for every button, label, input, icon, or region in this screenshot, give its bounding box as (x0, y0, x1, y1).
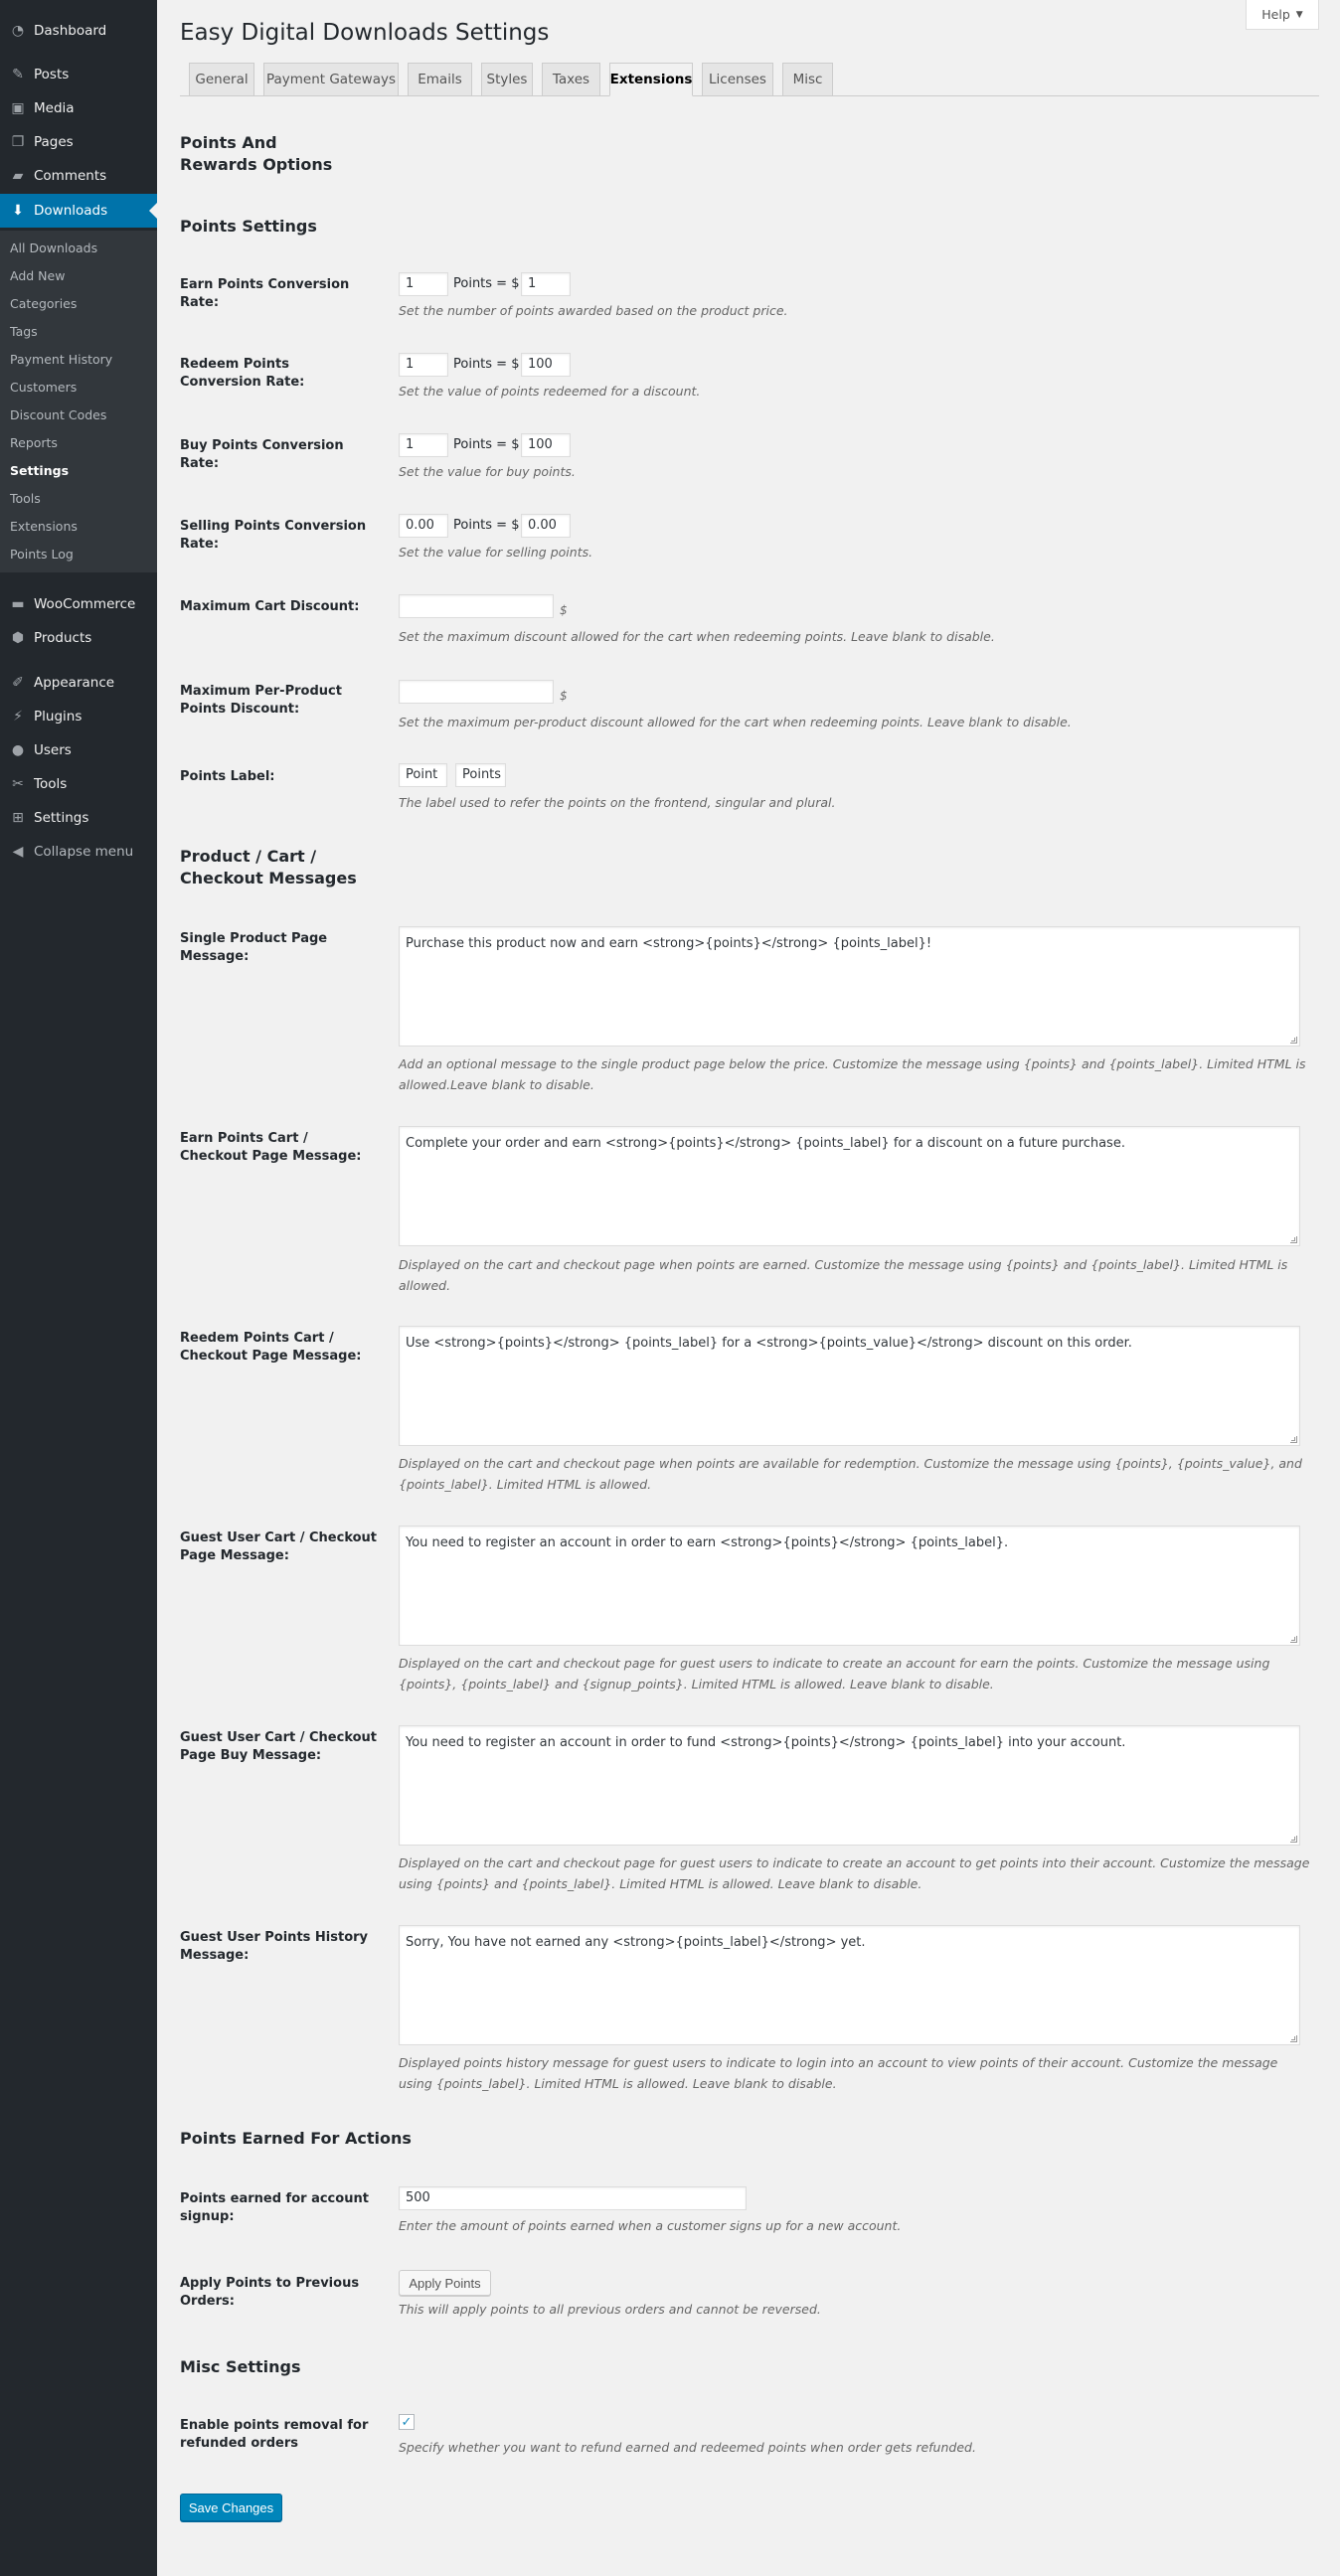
textarea-value: Use <strong>{points}</strong> {points_label} for a <strong>{points_value}</strong> discount on this order. (406, 1336, 1132, 1351)
apply-previous-label: Apply Points to Previous Orders: (180, 2276, 360, 2309)
redeem-points-message-desc: Displayed on the cart and checkout page when points are available for redemption. Customize the message using {points}, {points_value}, and {points_label}. Limited HTML is allowed. (399, 1456, 1302, 1492)
pages-icon: ❐ (11, 134, 25, 150)
tab-extensions[interactable]: Extensions (609, 63, 693, 96)
submenu-categories[interactable]: Categories (10, 296, 78, 311)
collapse-icon: ◀ (12, 844, 24, 860)
refund-removal-checkbox[interactable] (399, 2414, 415, 2430)
menu-label: Media (34, 100, 75, 116)
section-title-points-settings: Points Settings (180, 217, 317, 236)
admin-sidebar (0, 0, 157, 2576)
max-product-desc: Set the maximum per-product discount allowed for the cart when redeeming points. Leave blank to disable. (399, 715, 1072, 729)
submenu-tools[interactable]: Tools (10, 491, 41, 506)
guest-buy-message-textarea[interactable] (399, 1725, 1300, 1846)
dashboard-icon: ◔ (11, 23, 25, 39)
tab-misc[interactable]: Misc (782, 63, 833, 96)
guest-history-message-label: Guest User Points History Message: (180, 1930, 369, 1963)
menu-item-media[interactable] (0, 91, 157, 125)
apply-previous-desc: This will apply points to all previous orders and cannot be reversed. (399, 2302, 821, 2317)
products-icon: ⬢ (11, 630, 25, 646)
signup-points-input[interactable]: 500 (399, 2186, 747, 2210)
menu-label: Posts (34, 67, 70, 82)
guest-history-message-desc: Displayed points history message for guest users to indicate to login into an account to view points of their account. Customize the message using {points_label}. Limited HTML is allowed. Leave blank to disable. (399, 2055, 1278, 2091)
resize-handle-icon[interactable] (1290, 1037, 1297, 1044)
guest-buy-message-label: Guest User Cart / Checkout Page Buy Message: (180, 1730, 378, 1763)
max-cart-input[interactable] (399, 594, 554, 618)
buy-rate-label: Buy Points Conversion Rate: (180, 438, 344, 471)
guest-message-label: Guest User Cart / Checkout Page Message: (180, 1530, 378, 1563)
submenu-extensions[interactable]: Extensions (10, 519, 78, 534)
buy-rate-desc: Set the value for buy points. (399, 464, 576, 479)
submenu-settings[interactable]: Settings (10, 463, 70, 478)
settings-icon: ⊞ (12, 810, 24, 826)
checkmark-icon: ✓ (401, 2414, 413, 2430)
points-label-desc: The label used to refer the points on the frontend, singular and plural. (399, 795, 836, 810)
menu-label: Plugins (34, 709, 83, 724)
buy-points-input[interactable]: 1 (399, 433, 448, 457)
textarea-value: Complete your order and earn <strong>{points}</strong> {points_label} for a discount on a future purchase. (406, 1136, 1125, 1151)
page-title: Easy Digital Downloads Settings (180, 20, 550, 46)
resize-handle-icon[interactable] (1290, 1636, 1297, 1643)
submenu-points-log[interactable]: Points Log (10, 547, 74, 562)
max-product-label: Maximum Per-Product Points Discount: (180, 684, 342, 717)
menu-item-appearance[interactable] (0, 666, 157, 700)
menu-label: Pages (34, 134, 74, 150)
resize-handle-icon[interactable] (1290, 1836, 1297, 1843)
single-product-message-textarea[interactable] (399, 926, 1300, 1046)
tab-emails[interactable]: Emails (408, 63, 472, 96)
max-cart-label: Maximum Cart Discount: (180, 599, 360, 614)
earn-rate-desc: Set the number of points awarded based on the product price. (399, 303, 788, 318)
menu-item-dashboard[interactable] (0, 14, 157, 48)
buy-amount-input[interactable]: 100 (521, 433, 571, 457)
submenu-tags[interactable]: Tags (10, 324, 38, 339)
single-product-message-desc: Add an optional message to the single product page below the price. Customize the message using {points} and {points_label}. Limited HTML is allowed.Leave blank to disable. (399, 1056, 1306, 1092)
appearance-icon: ✐ (12, 675, 24, 691)
points-label-plural-input[interactable]: Points (455, 763, 506, 787)
chevron-down-icon: ▼ (1295, 9, 1303, 20)
help-label: Help (1261, 7, 1290, 22)
guest-buy-message-desc: Displayed on the cart and checkout page for guest users to indicate to create an account to get points into their account. Customize the message using {points} and {points_label}. Limited HTML is allowed. Leave blank to disable. (399, 1855, 1310, 1891)
signup-points-label: Points earned for account signup: (180, 2191, 369, 2224)
currency-symbol: $ (560, 689, 568, 703)
selling-rate-label: Selling Points Conversion Rate: (180, 519, 367, 552)
max-cart-desc: Set the maximum discount allowed for the cart when redeeming points. Leave blank to disable. (399, 629, 995, 644)
section-title-options: Points And Rewards Options (180, 133, 333, 174)
menu-label: Tools (34, 776, 68, 792)
submenu-all-downloads[interactable]: All Downloads (10, 241, 98, 255)
redeem-points-input[interactable]: 1 (399, 353, 448, 377)
textarea-value: Sorry, You have not earned any <strong>{points_label}</strong> yet. (406, 1935, 866, 1950)
collapse-menu-button[interactable] (0, 835, 157, 869)
menu-item-plugins[interactable] (0, 700, 157, 733)
menu-label: Products (34, 630, 92, 646)
resize-handle-icon[interactable] (1290, 1236, 1297, 1243)
section-title-misc: Misc Settings (180, 2357, 301, 2376)
submenu-reports[interactable]: Reports (10, 435, 58, 450)
menu-label: Appearance (34, 675, 115, 691)
refund-removal-label: Enable points removal for refunded orders (180, 2418, 369, 2451)
textarea-value: You need to register an account in order to fund <strong>{points}</strong> {points_label} into your account. (406, 1735, 1126, 1750)
earn-points-message-textarea[interactable] (399, 1126, 1300, 1246)
comments-icon: ▰ (12, 168, 24, 184)
earn-rate-label: Earn Points Conversion Rate: (180, 277, 350, 310)
selling-points-input[interactable]: 0.00 (399, 514, 448, 538)
menu-label: Collapse menu (34, 844, 134, 860)
buy-rate-mid: Points = $ (453, 437, 520, 452)
menu-label: Comments (34, 168, 107, 184)
menu-item-tools[interactable] (0, 767, 157, 801)
earn-points-input[interactable]: 1 (399, 272, 448, 296)
refund-removal-desc: Specify whether you want to refund earned and redeemed points when order gets refunded. (399, 2440, 976, 2455)
menu-item-posts[interactable] (0, 58, 157, 91)
submenu-discount-codes[interactable]: Discount Codes (10, 407, 107, 422)
single-product-message-label: Single Product Page Message: (180, 931, 328, 964)
guest-history-message-textarea[interactable] (399, 1925, 1300, 2045)
tab-general[interactable]: General (189, 63, 254, 96)
tab-taxes[interactable]: Taxes (542, 63, 600, 96)
apply-points-button[interactable]: Apply Points (399, 2270, 491, 2296)
redeem-points-message-label: Reedem Points Cart / Checkout Page Message: (180, 1331, 362, 1364)
selling-rate-desc: Set the value for selling points. (399, 545, 593, 560)
guest-message-desc: Displayed on the cart and checkout page for guest users to indicate to create an account for earn the points. Customize the message using {points}, {points_label} and {signup_points}. Limited HTML is allowed. Leave blank to disable. (399, 1656, 1270, 1691)
menu-item-products[interactable] (0, 621, 157, 655)
menu-label: Dashboard (34, 23, 107, 39)
menu-item-comments[interactable] (0, 159, 157, 193)
submenu-payment-history[interactable]: Payment History (10, 352, 113, 367)
save-changes-button[interactable]: Save Changes (180, 2494, 282, 2521)
points-label-singular-input[interactable]: Point (399, 763, 447, 787)
tab-styles[interactable]: Styles (481, 63, 533, 96)
menu-item-users[interactable] (0, 733, 157, 767)
menu-label: Users (34, 742, 72, 758)
earn-points-message-label: Earn Points Cart / Checkout Page Message: (180, 1131, 362, 1164)
earn-points-message-desc: Displayed on the cart and checkout page when points are earned. Customize the message using {points} and {points_label}. Limited HTML is allowed. (399, 1257, 1288, 1293)
redeem-amount-input[interactable]: 100 (521, 353, 571, 377)
guest-message-textarea[interactable] (399, 1526, 1300, 1646)
menu-label: Settings (34, 810, 89, 826)
menu-label: Downloads (34, 203, 108, 219)
selling-rate-mid: Points = $ (453, 518, 520, 533)
download-icon: ⬇ (12, 203, 24, 219)
earn-amount-input[interactable]: 1 (521, 272, 571, 296)
redeem-rate-desc: Set the value of points redeemed for a discount. (399, 384, 701, 399)
tools-icon: ✂ (12, 776, 24, 792)
menu-item-woocommerce[interactable] (0, 587, 157, 621)
menu-item-pages[interactable] (0, 125, 157, 159)
resize-handle-icon[interactable] (1290, 1436, 1297, 1443)
earn-rate-mid: Points = $ (453, 276, 520, 291)
media-icon: ▣ (11, 100, 25, 116)
textarea-value: You need to register an account in order to earn <strong>{points}</strong> {points_label}. (406, 1535, 1009, 1550)
max-product-input[interactable] (399, 680, 554, 704)
tab-licenses[interactable]: Licenses (702, 63, 773, 96)
resize-handle-icon[interactable] (1290, 2035, 1297, 2042)
submenu-customers[interactable]: Customers (10, 380, 78, 395)
users-icon: ● (11, 742, 25, 758)
textarea-value: Purchase this product now and earn <strong>{points}</strong> {points_label}! (406, 936, 932, 951)
points-label-label: Points Label: (180, 769, 275, 784)
redeem-rate-label: Redeem Points Conversion Rate: (180, 357, 305, 390)
pushpin-icon: ✎ (12, 67, 24, 82)
menu-item-downloads[interactable] (0, 194, 157, 228)
help-button[interactable] (1246, 0, 1319, 30)
submenu-add-new[interactable]: Add New (10, 268, 66, 283)
signup-points-desc: Enter the amount of points earned when a customer signs up for a new account. (399, 2218, 902, 2233)
redeem-rate-mid: Points = $ (453, 357, 520, 372)
menu-item-settings[interactable] (0, 801, 157, 835)
currency-symbol: $ (560, 603, 568, 617)
tab-payment-gateways[interactable]: Payment Gateways (263, 63, 399, 96)
woocommerce-icon: ▬ (11, 596, 25, 612)
plugins-icon: ⚡ (13, 709, 23, 724)
section-title-actions: Points Earned For Actions (180, 2129, 412, 2148)
menu-label: WooCommerce (34, 596, 136, 612)
section-title-messages: Product / Cart / Checkout Messages (180, 847, 357, 887)
selling-amount-input[interactable]: 0.00 (521, 514, 571, 538)
redeem-points-message-textarea[interactable] (399, 1326, 1300, 1446)
